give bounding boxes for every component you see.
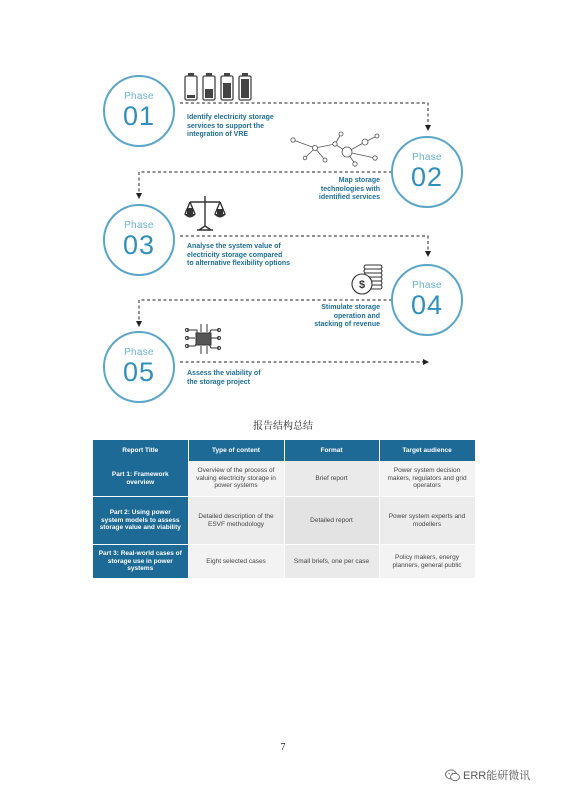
- phase-number: 03: [122, 230, 156, 260]
- phase-number: 01: [122, 101, 156, 131]
- phase-label: Phase: [124, 220, 154, 231]
- row-audience: Policy makers, energy planners, general public: [379, 545, 475, 579]
- row-title: Part 2: Using power system models to assess storage value and viability: [93, 497, 188, 545]
- phase-04-description: Stimulate storage operation and stacking of revenue: [314, 304, 380, 329]
- phase-label: Phase: [124, 347, 154, 358]
- balance-scale-icon: [184, 192, 226, 232]
- header-format: Format: [284, 440, 379, 461]
- circuit-chip-icon: [183, 322, 223, 356]
- report-structure-table: [93, 440, 476, 579]
- phase-02-circle: [391, 136, 463, 208]
- header-type-of-content: Type of content: [188, 440, 284, 461]
- phase-number: 05: [122, 357, 156, 387]
- watermark-text: ERR能研微讯: [463, 770, 531, 782]
- network-nodes-icon: [285, 130, 385, 170]
- watermark: [445, 767, 530, 783]
- row-content: Overview of the process of valuing electricity storage in power systems: [188, 461, 284, 497]
- row-audience: Power system decision makers, regulators and grid operators: [379, 461, 475, 497]
- row-content: Eight selected cases: [188, 545, 284, 579]
- row-title: Part 1: Framework overview: [93, 461, 188, 497]
- table-row: [93, 497, 475, 545]
- row-content: Detailed description of the ESVF methodology: [188, 497, 284, 545]
- phase-04-circle: [391, 264, 463, 336]
- phase-number: 02: [410, 162, 444, 192]
- table-row: [93, 545, 475, 579]
- row-format: Small briefs, one per case: [284, 545, 379, 579]
- phase-05-description: Assess the viability of the storage project: [187, 370, 261, 386]
- table-caption: 报告结构总结: [253, 421, 313, 432]
- row-format: Detailed report: [284, 497, 379, 545]
- phase-03-description: Analyse the system value of electricity storage compared to alternative flexibility options: [187, 243, 291, 268]
- row-title: Part 3: Real-world cases of storage use in power systems: [93, 545, 188, 579]
- battery-icon: [183, 72, 255, 102]
- wechat-icon: [445, 769, 460, 782]
- svg-text:$: $: [358, 279, 366, 291]
- table-header-row: [93, 440, 475, 461]
- header-target-audience: Target audience: [379, 440, 475, 461]
- phase-label: Phase: [412, 152, 442, 163]
- phase-01-description: Identify electricity storage services to support the integration of VRE: [187, 114, 274, 139]
- phase-03-circle: [103, 204, 175, 276]
- phase-label: Phase: [124, 91, 154, 102]
- phase-number: 04: [410, 290, 444, 320]
- phase-05-circle: [103, 331, 175, 403]
- coin-stack-icon: [350, 262, 384, 296]
- page-number: 7: [280, 742, 286, 753]
- row-format: Brief report: [284, 461, 379, 497]
- row-audience: Power system experts and modellers: [379, 497, 475, 545]
- header-report-title: Report Title: [93, 440, 188, 461]
- phase-01-circle: [103, 75, 175, 147]
- phase-label: Phase: [412, 280, 442, 291]
- phase-02-description: Map storage technologies with identified services: [318, 177, 380, 202]
- table-row: [93, 461, 475, 497]
